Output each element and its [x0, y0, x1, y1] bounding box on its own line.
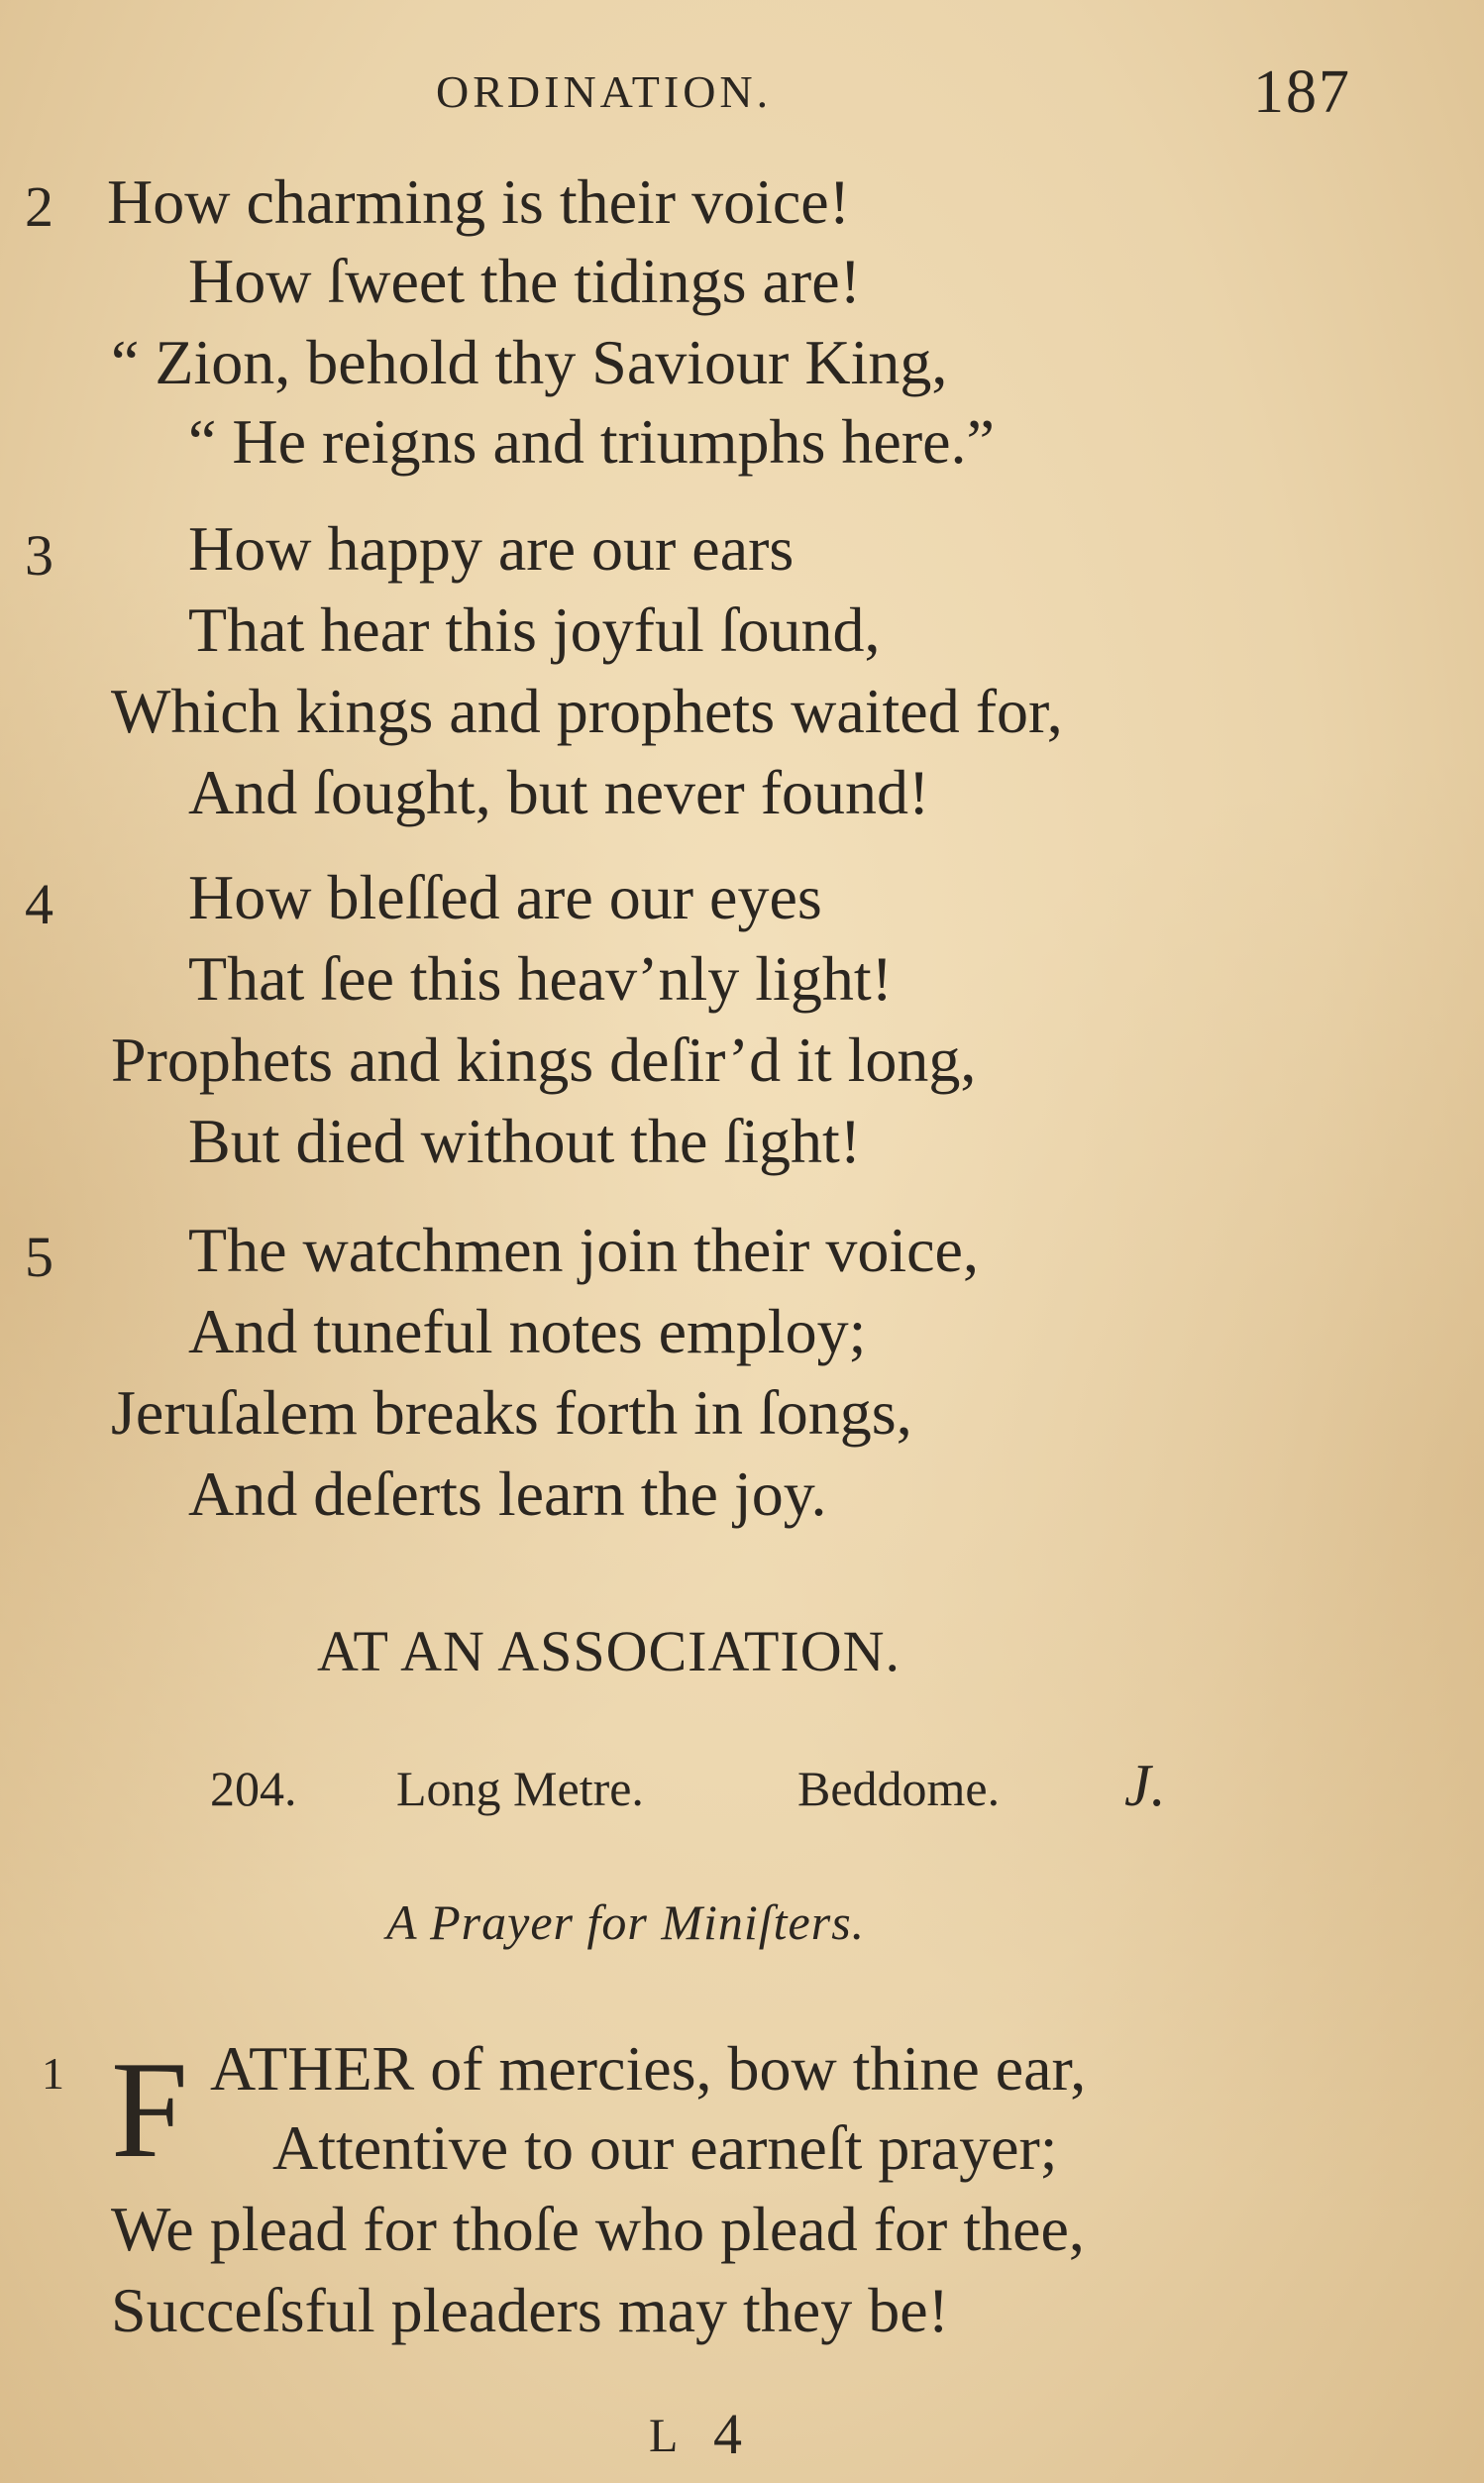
verse-line: That hear this joyful ſound,	[188, 594, 881, 665]
verse-line: How happy are our ears	[188, 513, 795, 584]
verse-line: How ſweet the tidings are!	[188, 246, 861, 316]
drop-cap: F	[111, 2033, 188, 2187]
verse-line: The watchmen join their voice,	[188, 1215, 979, 1285]
verse-line: ATHER of mercies, bow thine ear,	[210, 2033, 1087, 2104]
verse-number: 1	[42, 2048, 64, 2099]
verse-line: That ſee this heav’nly light!	[188, 943, 893, 1014]
verse-line: “ Zion, behold thy Saviour King,	[111, 327, 948, 397]
running-head: ORDINATION.	[436, 66, 773, 117]
verse-line: How bleſſed are our eyes	[188, 862, 822, 932]
hymn-subtitle: A Prayer for Miniſters.	[386, 1894, 866, 1950]
verse-line: We plead for thoſe who plead for thee,	[111, 2194, 1085, 2264]
hymn-metre: Long Metre.	[396, 1761, 644, 1816]
verse-number: 4	[25, 872, 53, 936]
hymn-mark: J.	[1124, 1753, 1166, 1818]
verse-line: And tuneful notes employ;	[188, 1296, 867, 1366]
verse-line: And deſerts learn the joy.	[188, 1458, 827, 1529]
section-title: AT AN ASSOCIATION.	[317, 1619, 901, 1683]
verse-number: 5	[25, 1225, 53, 1289]
verse-line: How charming is their voice!	[107, 166, 850, 237]
verse-line: And ſought, but never found!	[188, 757, 930, 827]
verse-line: But died without the ſight!	[188, 1106, 862, 1176]
verse-line: “ He reigns and triumphs here.”	[188, 406, 995, 477]
hymn-author: Beddome.	[797, 1761, 1001, 1816]
verse-line: Which kings and prophets waited for,	[111, 676, 1063, 746]
signature-number: 4	[713, 2402, 742, 2466]
page-number: 187	[1253, 58, 1351, 126]
verse-line: Prophets and kings deſir’d it long,	[111, 1025, 977, 1095]
hymn-number: 204.	[210, 1761, 297, 1816]
verse-line: Attentive to our earneſt prayer;	[272, 2112, 1058, 2183]
signature-letter: L	[649, 2410, 679, 2462]
verse-line: Succeſsful pleaders may they be!	[111, 2275, 949, 2345]
verse-number: 2	[25, 174, 53, 239]
verse-number: 3	[25, 523, 53, 588]
verse-line: Jeruſalem breaks forth in ſongs,	[111, 1377, 912, 1448]
